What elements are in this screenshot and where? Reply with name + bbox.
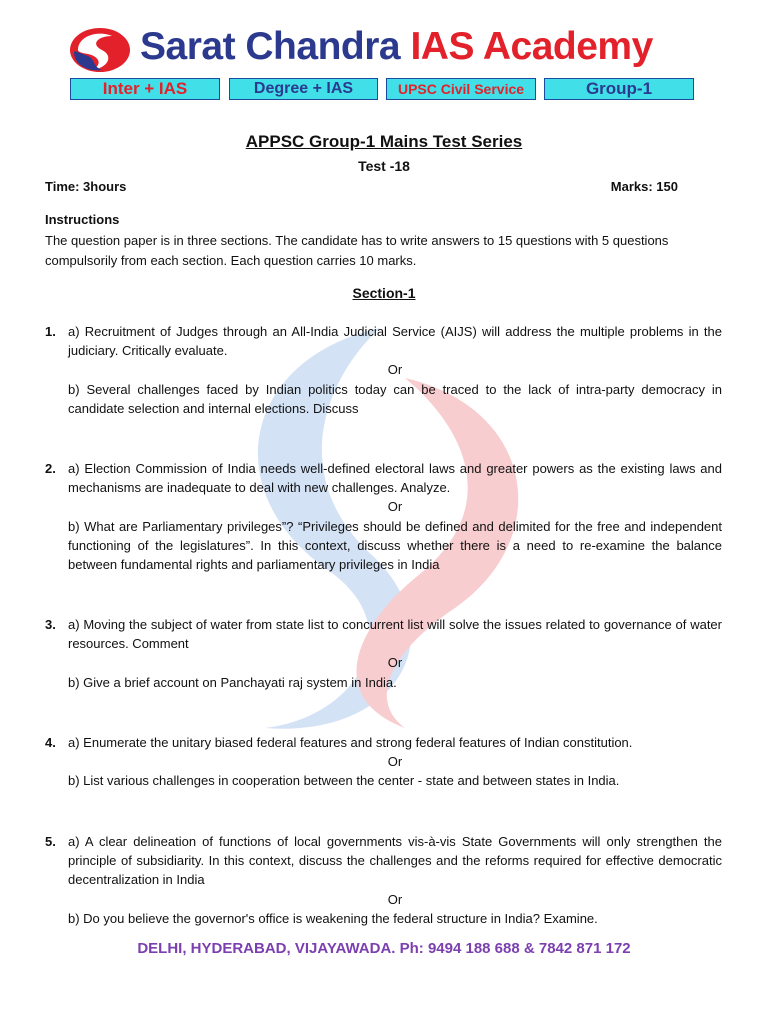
- question-option-b: b) Give a brief account on Panchayati raj system in India.: [68, 674, 397, 690]
- exam-time: Time: 3hours: [45, 179, 127, 194]
- contact-footer: DELHI, HYDERABAD, VIJAYAWADA. Ph: 9494 188 688 & 7842 871 172: [137, 940, 631, 957]
- academy-name: [140, 22, 653, 72]
- course-tab-inter-ias: Inter + IAS: [70, 78, 220, 100]
- brand-name-red: IAS Academy: [410, 25, 653, 68]
- question-option-b: b) Several challenges faced by Indian politics today can be traced to the lack of intra-party democracy in candidate selection and internal elections. Discuss: [68, 381, 722, 416]
- question-option-a: a) A clear delineation of functions of local governments vis-à-vis State Governments will only strengthen the principle of subsidiarity. In this context, discuss the challenges and the reforms required for effective democratic decentralization in India: [68, 834, 722, 888]
- course-tabs: [70, 78, 700, 100]
- question-option-a: a) Moving the subject of water from state list to concurrent list will solve the issues related to governance of water resources. Comment: [68, 617, 722, 652]
- question-option-b: b) Do you believe the governor's office is weakening the federal structure in India? Examine.: [68, 910, 598, 926]
- instructions-heading: Instructions: [45, 212, 120, 227]
- question-number: 3.: [45, 617, 56, 632]
- question-number: 1.: [45, 324, 56, 339]
- question-item: [45, 322, 722, 418]
- question-item: [45, 459, 722, 574]
- question-number: 2.: [45, 461, 56, 476]
- question-item: [45, 832, 722, 928]
- or-separator: Or: [387, 754, 403, 770]
- test-number: Test -18: [358, 158, 410, 174]
- or-separator: Or: [387, 499, 403, 515]
- question-option-b: b) What are Parliamentary privileges”? “Privileges should be defined and delimited for the free and independent functioning of the legislatures”. In this context, discuss whether there is a need to re-examine the balance between fundamental rights and parliamentary privileges in India: [68, 518, 722, 573]
- brand-name-blue: Sarat Chandra: [140, 25, 401, 68]
- question-option-b: b) List various challenges in cooperation between the center - state and between states in India.: [68, 773, 620, 789]
- document-title: APPSC Group-1 Mains Test Series: [245, 132, 523, 151]
- or-separator: Or: [387, 891, 403, 907]
- instructions-text: The question paper is in three sections. The candidate has to write answers to 15 questions with 5 questions compulsorily from each section. Each question carries 10 marks.: [45, 233, 669, 268]
- or-separator: Or: [387, 655, 403, 671]
- question-item: [45, 733, 722, 791]
- course-tab-upsc: UPSC Civil Service: [386, 78, 536, 100]
- academy-logo-icon: [68, 26, 132, 74]
- question-option-a: a) Enumerate the unitary biased federal features and strong federal features of Indian constitution.: [68, 735, 633, 750]
- question-item: [45, 615, 722, 692]
- course-tab-group1: Group-1: [544, 78, 694, 100]
- exam-marks: Marks: 150: [610, 179, 678, 194]
- section-title: Section-1: [352, 285, 416, 301]
- question-number: 5.: [45, 834, 56, 849]
- or-separator: Or: [387, 362, 403, 378]
- question-option-a: a) Recruitment of Judges through an All-India Judicial Service (AIJS) will address the multiple problems in the judiciary. Critically evaluate.: [68, 324, 722, 359]
- course-tab-degree-ias: Degree + IAS: [229, 78, 378, 100]
- question-option-a: a) Election Commission of India needs well-defined electoral laws and greater powers as the existing laws and mechanisms are inadequate to deal with new challenges. Analyze.: [68, 461, 722, 496]
- academy-header: [68, 22, 708, 77]
- question-number: 4.: [45, 735, 56, 750]
